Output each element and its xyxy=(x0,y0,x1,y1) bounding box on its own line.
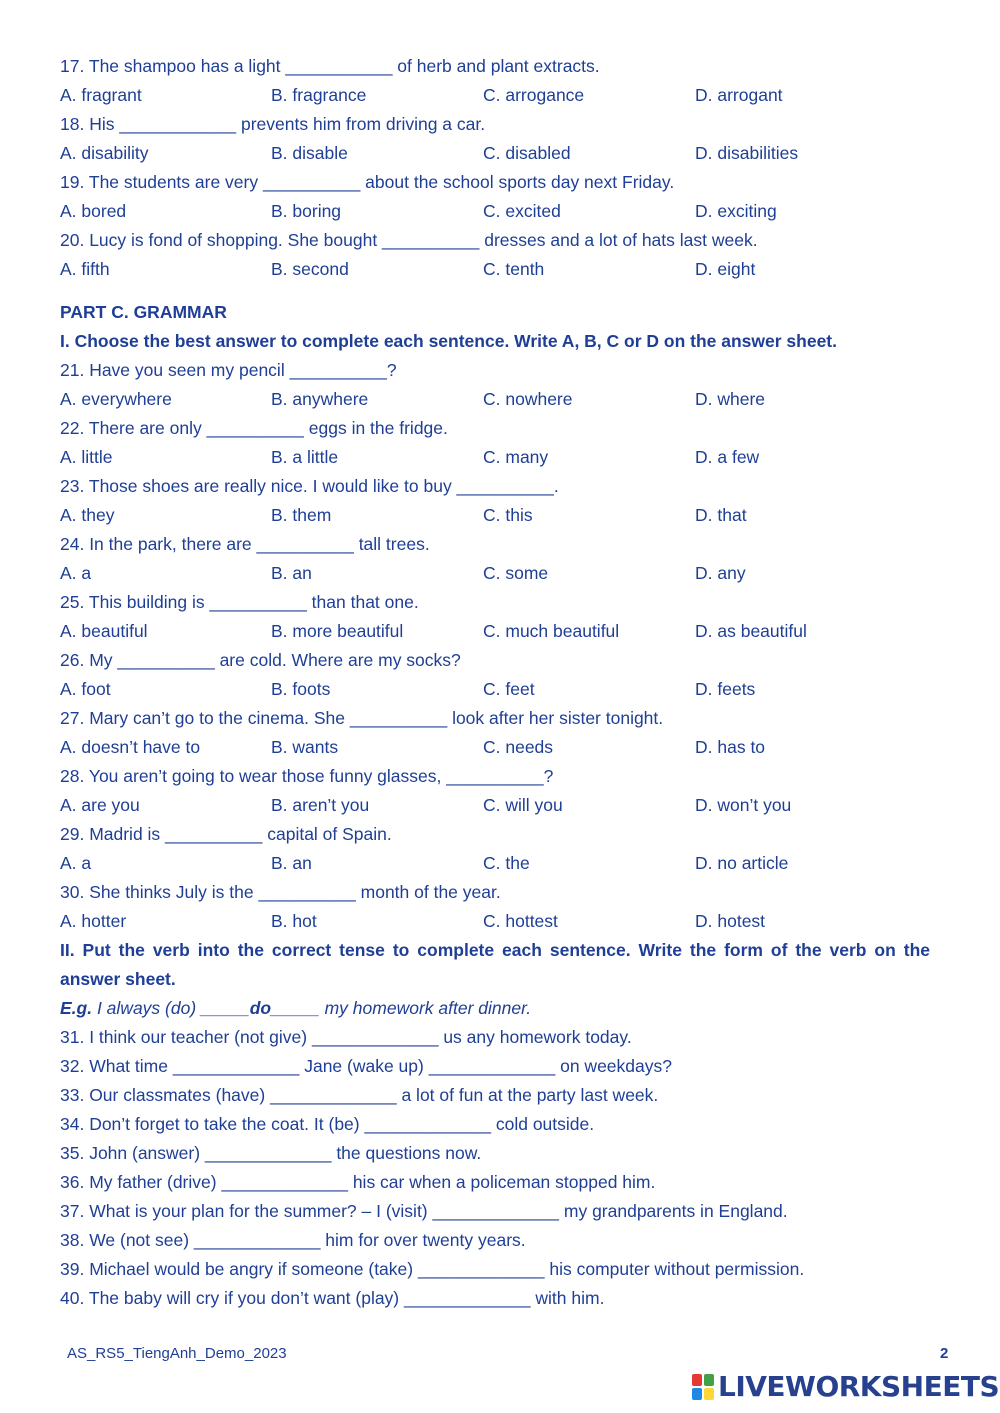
part-c-title: PART C. GRAMMAR xyxy=(60,302,227,322)
answer-options xyxy=(60,733,930,762)
verb-item-38[interactable]: 38. We (not see) _____________ him for over twenty years. xyxy=(60,1230,526,1250)
question-21 xyxy=(60,356,930,414)
question-19 xyxy=(60,168,930,226)
option-c[interactable]: C. excited xyxy=(483,201,561,221)
question-26 xyxy=(60,646,930,704)
answer-options xyxy=(60,255,930,284)
example-line xyxy=(60,994,930,1023)
question-30 xyxy=(60,878,930,936)
option-b[interactable]: B. aren’t you xyxy=(271,795,370,815)
option-b[interactable]: B. boring xyxy=(271,201,342,221)
option-b[interactable]: B. anywhere xyxy=(271,389,369,409)
option-d[interactable]: D. where xyxy=(695,389,766,409)
answer-options xyxy=(60,907,930,936)
option-d[interactable]: D. disabilities xyxy=(695,143,799,163)
option-b[interactable]: B. wants xyxy=(271,737,339,757)
question-text: 21. Have you seen my pencil __________? xyxy=(60,360,397,380)
spacer xyxy=(60,284,930,298)
question-text: 17. The shampoo has a light ___________ of herb and plant extracts. xyxy=(60,56,600,76)
answer-options xyxy=(60,443,930,472)
option-b[interactable]: B. more beautiful xyxy=(271,621,404,641)
instruction-1: I. Choose the best answer to complete each sentence. Write A, B, C or D on the answer sheet. xyxy=(60,331,837,351)
example-prompt: I always (do) _____ xyxy=(92,998,250,1018)
logo-text: LIVEWORKSHEETS xyxy=(718,1370,1000,1403)
option-c[interactable]: C. some xyxy=(483,563,549,583)
verb-list xyxy=(60,1023,930,1313)
answer-options xyxy=(60,197,930,226)
option-a[interactable]: A. are you xyxy=(60,795,140,815)
verb-item-33[interactable]: 33. Our classmates (have) _____________ a lot of fun at the party last week. xyxy=(60,1085,659,1105)
answer-options xyxy=(60,559,930,588)
option-c[interactable]: C. needs xyxy=(483,737,554,757)
question-27 xyxy=(60,704,930,762)
question-23 xyxy=(60,472,930,530)
option-a[interactable]: A. fragrant xyxy=(60,85,142,105)
question-list xyxy=(60,356,930,936)
option-d[interactable]: D. eight xyxy=(695,259,756,279)
option-a[interactable]: A. bored xyxy=(60,201,127,221)
question-text: 24. In the park, there are __________ tall trees. xyxy=(60,534,430,554)
verb-item-40[interactable]: 40. The baby will cry if you don’t want (play) _____________ with him. xyxy=(60,1288,605,1308)
verb-item-35[interactable]: 35. John (answer) _____________ the questions now. xyxy=(60,1143,482,1163)
option-b[interactable]: B. an xyxy=(271,853,312,873)
option-c[interactable]: C. arrogance xyxy=(483,85,585,105)
question-text: 28. You aren’t going to wear those funny glasses, __________? xyxy=(60,766,554,786)
question-24 xyxy=(60,530,930,588)
question-text: 22. There are only __________ eggs in the fridge. xyxy=(60,418,448,438)
question-text: 25. This building is __________ than that one. xyxy=(60,592,419,612)
option-c[interactable]: C. the xyxy=(483,853,530,873)
question-text: 29. Madrid is __________ capital of Spain. xyxy=(60,824,392,844)
verb-item-36[interactable]: 36. My father (drive) _____________ his car when a policeman stopped him. xyxy=(60,1172,656,1192)
option-d[interactable]: D. as beautiful xyxy=(695,621,807,641)
option-b[interactable]: B. an xyxy=(271,563,312,583)
option-c[interactable]: C. will you xyxy=(483,795,563,815)
option-c[interactable]: C. this xyxy=(483,505,533,525)
option-a[interactable]: A. a xyxy=(60,563,92,583)
option-a[interactable]: A. a xyxy=(60,853,92,873)
option-b[interactable]: B. fragrance xyxy=(271,85,367,105)
example-label: E.g. xyxy=(60,998,93,1018)
option-a[interactable]: A. little xyxy=(60,447,113,467)
option-a[interactable]: A. hotter xyxy=(60,911,127,931)
answer-options xyxy=(60,139,930,168)
question-22 xyxy=(60,414,930,472)
answer-options xyxy=(60,849,930,878)
question-25 xyxy=(60,588,930,646)
option-b[interactable]: B. a little xyxy=(271,447,339,467)
question-text: 19. The students are very __________ about the school sports day next Friday. xyxy=(60,172,675,192)
option-a[interactable]: A. doesn’t have to xyxy=(60,737,201,757)
option-b[interactable]: B. hot xyxy=(271,911,317,931)
option-d[interactable]: D. that xyxy=(695,505,747,525)
option-a[interactable]: A. everywhere xyxy=(60,389,172,409)
example-rest: _____ my homework after dinner. xyxy=(271,998,532,1018)
example-answer: do xyxy=(249,998,272,1018)
option-c[interactable]: C. hottest xyxy=(483,911,558,931)
option-a[interactable]: A. beautiful xyxy=(60,621,148,641)
answer-options xyxy=(60,501,930,530)
answer-options xyxy=(60,791,930,820)
question-text: 23. Those shoes are really nice. I would like to buy __________. xyxy=(60,476,559,496)
option-a[interactable]: A. disability xyxy=(60,143,149,163)
option-d[interactable]: D. has to xyxy=(695,737,766,757)
option-d[interactable]: D. arrogant xyxy=(695,85,783,105)
option-c[interactable]: C. much beautiful xyxy=(483,621,620,641)
logo-blocks-icon xyxy=(692,1374,714,1400)
page-number: 2 xyxy=(940,1345,949,1362)
liveworksheets-logo xyxy=(692,1370,999,1403)
question-text: 26. My __________ are cold. Where are my socks? xyxy=(60,650,461,670)
question-28 xyxy=(60,762,930,820)
verb-item-31[interactable]: 31. I think our teacher (not give) _____________ us any homework today. xyxy=(60,1027,632,1047)
option-b[interactable]: B. disable xyxy=(271,143,348,163)
option-d[interactable]: D. exciting xyxy=(695,201,777,221)
question-text: 27. Mary can’t go to the cinema. She __________ look after her sister tonight. xyxy=(60,708,664,728)
verb-item-37[interactable]: 37. What is your plan for the summer? – I (visit) _____________ my grandparents in England. xyxy=(60,1201,788,1221)
option-a[interactable]: A. they xyxy=(60,505,115,525)
instruction-2: II. Put the verb into the correct tense to complete each sentence. Write the form of the verb on the answer sheet. xyxy=(60,940,930,989)
answer-options xyxy=(60,385,930,414)
worksheet-page xyxy=(60,52,930,1313)
option-c[interactable]: C. tenth xyxy=(483,259,545,279)
verb-item-39[interactable]: 39. Michael would be angry if someone (take) _____________ his computer without permission. xyxy=(60,1259,805,1279)
option-d[interactable]: D. any xyxy=(695,563,746,583)
question-text: 20. Lucy is fond of shopping. She bought __________ dresses and a lot of hats last week. xyxy=(60,230,758,250)
option-c[interactable]: C. nowhere xyxy=(483,389,573,409)
option-d[interactable]: D. won’t you xyxy=(695,795,792,815)
option-a[interactable]: A. foot xyxy=(60,679,111,699)
option-b[interactable]: B. them xyxy=(271,505,332,525)
answer-options xyxy=(60,617,930,646)
question-text: 18. His ____________ prevents him from driving a car. xyxy=(60,114,486,134)
verb-item-34[interactable]: 34. Don’t forget to take the coat. It (be) _____________ cold outside. xyxy=(60,1114,595,1134)
option-d[interactable]: D. hotest xyxy=(695,911,766,931)
option-b[interactable]: B. foots xyxy=(271,679,331,699)
option-c[interactable]: C. disabled xyxy=(483,143,571,163)
option-d[interactable]: D. no article xyxy=(695,853,789,873)
answer-options xyxy=(60,675,930,704)
verb-item-32[interactable]: 32. What time _____________ Jane (wake up) _____________ on weekdays? xyxy=(60,1056,672,1076)
option-a[interactable]: A. fifth xyxy=(60,259,110,279)
option-d[interactable]: D. feets xyxy=(695,679,756,699)
question-17 xyxy=(60,52,930,110)
option-b[interactable]: B. second xyxy=(271,259,349,279)
option-c[interactable]: C. feet xyxy=(483,679,535,699)
document-code: AS_RS5_TiengAnh_Demo_2023 xyxy=(67,1345,287,1362)
answer-options xyxy=(60,81,930,110)
option-d[interactable]: D. a few xyxy=(695,447,760,467)
question-20 xyxy=(60,226,930,284)
question-18 xyxy=(60,110,930,168)
question-29 xyxy=(60,820,930,878)
option-c[interactable]: C. many xyxy=(483,447,549,467)
question-text: 30. She thinks July is the __________ month of the year. xyxy=(60,882,501,902)
